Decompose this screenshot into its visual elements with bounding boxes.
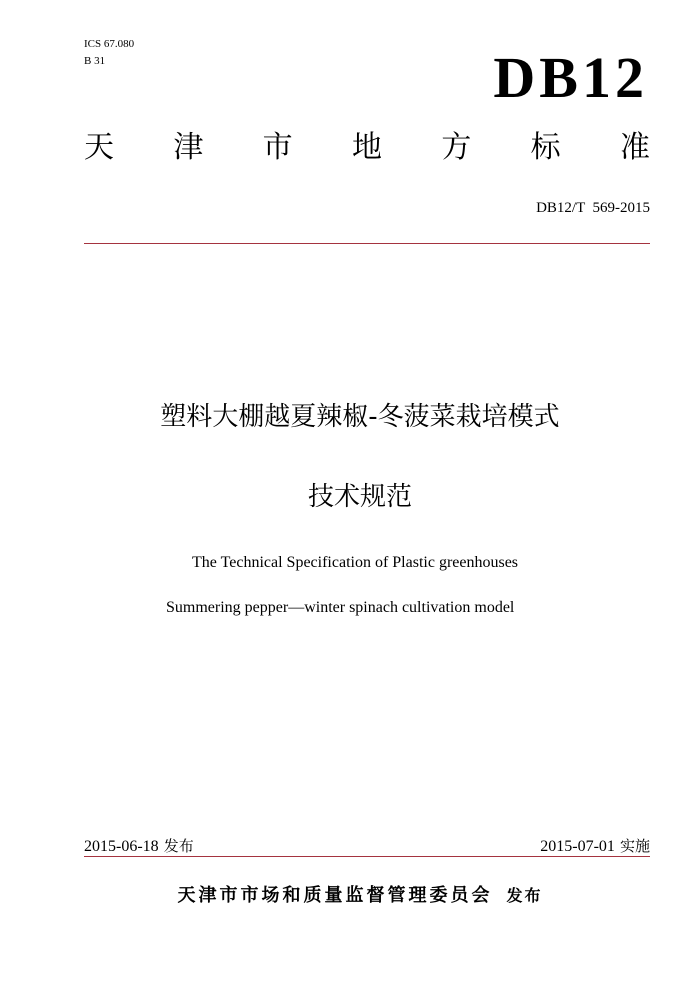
title-english-line2: Summering pepper—winter spinach cultivation model <box>166 599 515 616</box>
implementation-date-value: 2015-07-01 <box>540 838 615 855</box>
issuing-authority <box>0 884 700 908</box>
issue-date <box>84 836 194 857</box>
implementation-date <box>540 836 650 857</box>
title-chinese-line1: 塑料大棚越夏辣椒-冬菠菜栽培模式 <box>160 402 560 432</box>
bottom-divider <box>84 856 650 857</box>
ics-code: ICS 67.080 <box>84 38 135 50</box>
title-chinese-line2: 技术规范 <box>307 482 412 512</box>
standard-type-char: 地 <box>351 130 382 165</box>
standard-code-logo: DB12 <box>493 45 648 110</box>
standard-type-char: 津 <box>173 130 204 165</box>
title-english-line1: The Technical Specification of Plastic greenhouses <box>192 554 519 571</box>
top-divider <box>84 243 650 244</box>
issuer-name: 天津市市场和质量监督管理委员会 <box>177 885 493 906</box>
standard-type-char: 准 <box>619 130 650 165</box>
implementation-date-label: 实施 <box>619 837 650 855</box>
standard-type-char: 标 <box>530 130 561 165</box>
standard-type-heading <box>84 128 650 168</box>
standard-type-char: 市 <box>262 130 293 165</box>
issue-date-label: 发布 <box>163 837 194 855</box>
issue-date-value: 2015-06-18 <box>84 838 159 855</box>
issuer-action: 发布 <box>506 886 543 905</box>
standard-type-char: 天 <box>84 130 114 165</box>
standard-number: DB12/T 569-2015 <box>536 200 650 216</box>
ccs-code: B 31 <box>84 55 106 67</box>
standard-type-char: 方 <box>441 130 472 165</box>
